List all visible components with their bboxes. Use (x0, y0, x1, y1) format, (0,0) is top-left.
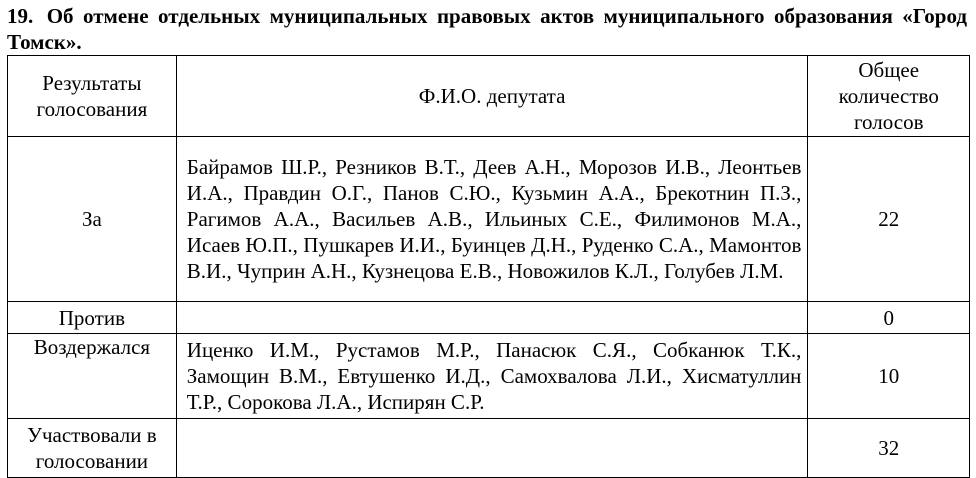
result-label: За (8, 137, 177, 302)
header-voting-result: Результаты голосования (8, 56, 177, 137)
table-header-row (8, 56, 970, 137)
table-row-abstained (8, 334, 970, 419)
result-label: Воздержался (8, 334, 177, 419)
agenda-item-heading (7, 3, 967, 55)
table-row-participated (8, 419, 970, 478)
result-label: Против (8, 302, 177, 334)
vote-count: 10 (808, 334, 970, 419)
header-total-votes: Общее количество голосов (808, 56, 970, 137)
header-deputy-name: Ф.И.О. депутата (176, 56, 808, 137)
vote-count: 22 (808, 137, 970, 302)
deputy-names: Иценко И.М., Рустамов М.Р., Панасюк С.Я., Собканюк Т.К., Замощин В.М., Евтушенко И.Д., Самохвалова Л.И., Хисматуллин Т.Р., Сорокова Л.А., Испирян С.Р. (176, 334, 808, 419)
result-label: Участвовали в голосовании (8, 419, 177, 478)
table-row-against (8, 302, 970, 334)
deputy-names (176, 302, 808, 334)
voting-results-table (7, 55, 970, 478)
deputy-names (176, 419, 808, 478)
agenda-item-number: 19. (7, 4, 34, 28)
vote-count: 0 (808, 302, 970, 334)
deputy-names: Байрамов Ш.Р., Резников В.Т., Деев А.Н., Морозов И.В., Леонтьев И.А., Правдин О.Г., Панов С.Ю., Кузьмин А.А., Брекотнин П.З., Рагимов А.А., Васильев А.В., Ильиных С.Е., Филимонов М.А., Исаев Ю.П., Пушкарев И.И., Буинцев Д.Н., Руденко С.А., Мамонтов В.И., Чуприн А.Н., Кузнецова Е.В., Новожилов К.Л., Голубев Л.М. (176, 137, 808, 302)
agenda-item-title: Об отмене отдельных муниципальных правовых актов муниципального образования «Город Томск». (7, 4, 968, 54)
table-row-for (8, 137, 970, 302)
vote-count: 32 (808, 419, 970, 478)
